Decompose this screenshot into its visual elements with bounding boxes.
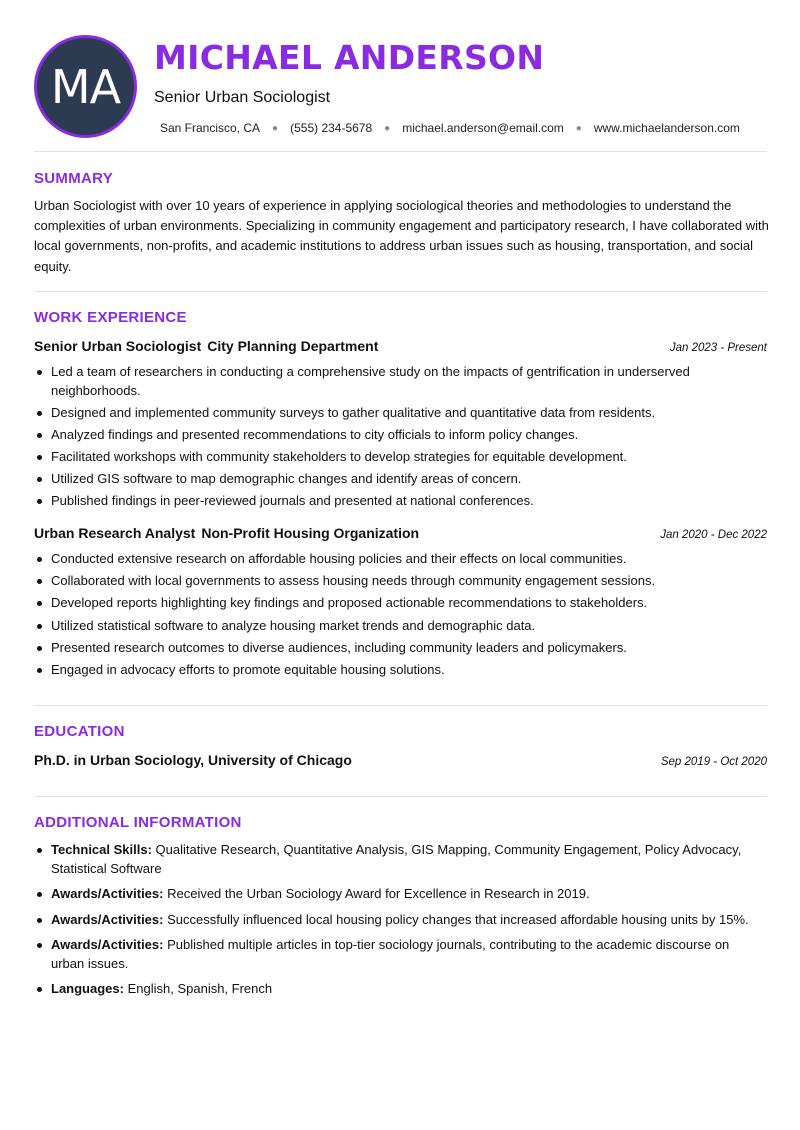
job-bullet-list <box>34 363 754 515</box>
job-title-line <box>34 525 419 541</box>
item-label: Languages: <box>51 981 124 996</box>
list-item: Facilitated workshops with community stakeholders to develop strategies for equitable development. <box>34 448 754 467</box>
list-item: Presented research outcomes to diverse audiences, including community leaders and policymakers. <box>34 639 754 658</box>
item-text: Published multiple articles in top-tier sociology journals, contributing to the academic discourse on urban issues. <box>51 937 730 971</box>
candidate-name: MICHAEL ANDERSON <box>154 38 545 77</box>
contact-email[interactable]: michael.anderson@email.com <box>402 121 564 135</box>
additional-info-list <box>34 841 759 1006</box>
separator-dot-icon: ● <box>272 122 279 134</box>
list-item: Developed reports highlighting key findings and proposed actionable recommendations to stakeholders. <box>34 594 754 613</box>
job-date: Jan 2020 - Dec 2022 <box>660 529 767 541</box>
section-title-experience: WORK EXPERIENCE <box>34 309 187 326</box>
summary-text: Urban Sociologist with over 10 years of experience in applying sociological theories and methodologies to understand the complexities of urban environments. Specializing in community engagement and participatory research, I have collaborated with local governments, non-profits, and academic institutions to address urban issues such as housing, transportation, and social equity. <box>34 198 769 274</box>
contact-website[interactable]: www.michaelanderson.com <box>593 121 740 135</box>
section-title-additional: ADDITIONAL INFORMATION <box>34 814 242 831</box>
separator-dot-icon: ● <box>575 122 582 134</box>
list-item: Utilized GIS software to map demographic changes and identify areas of concern. <box>34 470 754 489</box>
item-label: Technical Skills: <box>51 842 152 857</box>
candidate-role: Senior Urban Sociologist <box>154 89 331 106</box>
contact-phone: (555) 234-5678 <box>290 121 373 135</box>
job-header <box>34 525 767 541</box>
item-label: Awards/Activities: <box>51 937 164 952</box>
list-item <box>34 911 759 930</box>
section-title-education: EDUCATION <box>34 723 125 740</box>
avatar-initials: MA <box>50 59 121 114</box>
divider <box>34 291 767 292</box>
job-date: Jan 2023 - Present <box>669 342 767 354</box>
avatar <box>34 35 137 138</box>
job-title: Urban Research Analyst <box>34 525 196 541</box>
list-item: Led a team of researchers in conducting a comprehensive study on the impacts of gentrification in underserved neighborhoods. <box>34 363 754 400</box>
divider <box>34 796 767 797</box>
section-title-summary: SUMMARY <box>34 170 114 187</box>
job-organization: Non-Profit Housing Organization <box>201 525 420 541</box>
job-header <box>34 338 767 354</box>
contact-location: San Francisco, CA <box>160 121 261 135</box>
list-item: Analyzed findings and presented recommendations to city officials to inform policy changes. <box>34 426 754 445</box>
education-entry <box>34 752 767 768</box>
separator-dot-icon: ● <box>384 122 391 134</box>
item-text: Received the Urban Sociology Award for Excellence in Research in 2019. <box>167 886 590 901</box>
divider <box>34 705 767 706</box>
list-item: Utilized statistical software to analyze housing market trends and demographic data. <box>34 617 754 636</box>
item-text: English, Spanish, French <box>127 981 273 996</box>
list-item <box>34 936 759 973</box>
list-item <box>34 885 759 904</box>
list-item: Published findings in peer-reviewed journals and presented at national conferences. <box>34 492 754 511</box>
item-label: Awards/Activities: <box>51 886 164 901</box>
divider <box>34 151 767 152</box>
item-text: Successfully influenced local housing policy changes that increased affordable housing units by 15%. <box>167 911 749 927</box>
list-item: Designed and implemented community surveys to gather qualitative and quantitative data from residents. <box>34 404 754 423</box>
job-bullet-list <box>34 550 754 683</box>
list-item <box>34 841 759 878</box>
education-date: Sep 2019 - Oct 2020 <box>660 756 767 768</box>
item-label: Awards/Activities: <box>51 911 164 927</box>
education-degree: Ph.D. in Urban Sociology, University of Chicago <box>34 752 352 768</box>
job-title: Senior Urban Sociologist <box>34 338 202 354</box>
job-title-line <box>34 338 378 354</box>
list-item: Engaged in advocacy efforts to promote equitable housing solutions. <box>34 661 754 680</box>
contact-line <box>160 121 740 135</box>
list-item: Collaborated with local governments to assess housing needs through community engagement sessions. <box>34 572 754 591</box>
list-item: Conducted extensive research on affordable housing policies and their effects on local communities. <box>34 550 754 569</box>
list-item <box>34 980 759 999</box>
item-text: Qualitative Research, Quantitative Analysis, GIS Mapping, Community Engagement, Policy Advocacy, Statistical Software <box>51 842 742 876</box>
job-organization: City Planning Department <box>207 338 379 354</box>
